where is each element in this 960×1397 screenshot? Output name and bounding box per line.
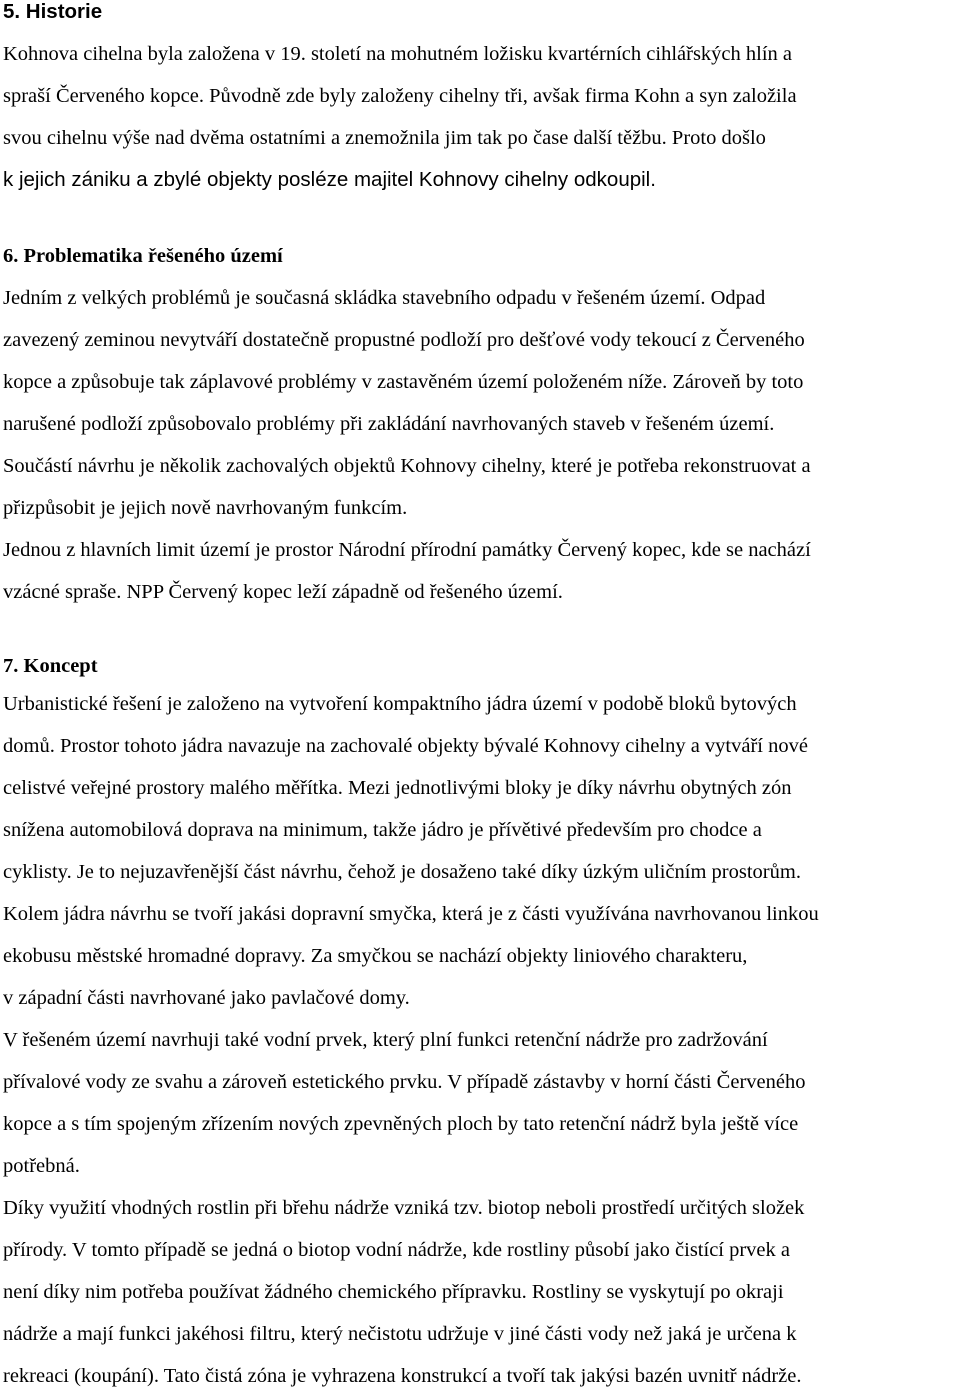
text-line: svou cihelnu výše nad dvěma ostatními a znemožnila jim tak po čase další těžbu. Proto došlo [3, 127, 766, 149]
paragraph [3, 277, 960, 445]
paragraph [3, 1019, 960, 1187]
text-line: přívalové vody ze svahu a zároveň estetického prvku. V případě zástavby v horní části Červeného [3, 1071, 806, 1093]
text-line: snížena automobilová doprava na minimum, takže jádro je přívětivé především pro chodce a [3, 819, 762, 841]
text-line: přizpůsobit je jejich nově navrhovaným funkcím. [3, 497, 408, 519]
text-line: rekreaci (koupání). Tato čistá zóna je vyhrazena konstrukcí a tvoří tak jakýsi bazén uvnitř nádrže. [3, 1365, 802, 1387]
document-page [3, 0, 960, 1397]
paragraph [3, 445, 960, 529]
text-line: kopce a s tím spojeným zřízením nových zpevněných ploch by tato retenční nádrž byla ještě více [3, 1113, 799, 1135]
section-heading-problematika: 6. Problematika řešeného území [3, 245, 283, 267]
text-line: k jejich zániku a zbylé objekty posléze majitel Kohnovy cihelny odkoupil. [3, 168, 656, 191]
text-line: celistvé veřejné prostory malého měřítka. Mezi jednotlivými bloky je díky návrhu obytných zón [3, 777, 792, 799]
text-line: spraší Červeného kopce. Původně zde byly založeny cihelny tři, avšak firma Kohn a syn založila [3, 85, 797, 107]
text-line: Jednou z hlavních limit území je prostor Národní přírodní památky Červený kopec, kde se nachází [3, 539, 811, 561]
text-line: Díky využití vhodných rostlin při břehu nádrže vzniká tzv. biotop neboli prostředí určitých složek [3, 1197, 805, 1219]
text-line: cyklisty. Je to nejuzavřenější část návrhu, čehož je dosaženo také díky úzkým uličním prostorům. [3, 861, 801, 883]
paragraph [3, 1187, 960, 1397]
section-heading-historie: 5. Historie [3, 0, 103, 23]
text-line: není díky nim potřeba používat žádného chemického přípravku. Rostliny se vyskytují po okraji [3, 1281, 784, 1303]
section-heading-koncept: 7. Koncept [3, 655, 98, 677]
text-line: nádrže a mají funkci jakéhosi filtru, který nečistotu udržuje v jiné části vody než jaká je určena k [3, 1323, 797, 1345]
text-line: Urbanistické řešení je založeno na vytvoření kompaktního jádra území v podobě bloků bytových [3, 693, 797, 715]
text-line: potřebná. [3, 1155, 80, 1177]
text-line: přírody. V tomto případě se jedná o biotop vodní nádrže, kde rostliny působí jako čistící prvek a [3, 1239, 791, 1261]
text-line: narušené podloží způsobovalo problémy při zakládání navrhovaných staveb v řešeném území. [3, 413, 775, 435]
paragraph [3, 33, 960, 201]
text-line: ekobusu městské hromadné dopravy. Za smyčkou se nachází objekty liniového charakteru, [3, 945, 748, 967]
text-line: V řešeném území navrhuji také vodní prvek, který plní funkci retenční nádrže pro zadržování [3, 1029, 768, 1051]
text-line: domů. Prostor tohoto jádra navazuje na zachovalé objekty bývalé Kohnovy cihelny a vytváří nové [3, 735, 808, 757]
text-line: Kohnova cihelna byla založena v 19. století na mohutném ložisku kvartérních cihlářských hlín a [3, 43, 793, 65]
paragraph [3, 893, 960, 1019]
text-line: v západní části navrhované jako pavlačové domy. [3, 987, 410, 1009]
text-line: kopce a způsobuje tak záplavové problémy v zastavěném území položeném níže. Zároveň by toto [3, 371, 804, 393]
text-line: Jedním z velkých problémů je současná skládka stavebního odpadu v řešeném území. Odpad [3, 287, 766, 309]
text-line: Kolem jádra návrhu se tvoří jakási dopravní smyčka, která je z části využívána navrhovanou linkou [3, 903, 819, 925]
paragraph [3, 529, 960, 613]
paragraph [3, 683, 960, 893]
text-line: Součástí návrhu je několik zachovalých objektů Kohnovy cihelny, které je potřeba rekonstruovat a [3, 455, 811, 477]
text-line: zavezený zeminou nevytváří dostatečně propustné podloží pro dešťové vody tekoucí z Červeného [3, 329, 805, 351]
text-line: vzácné spraše. NPP Červený kopec leží západně od řešeného území. [3, 581, 563, 603]
